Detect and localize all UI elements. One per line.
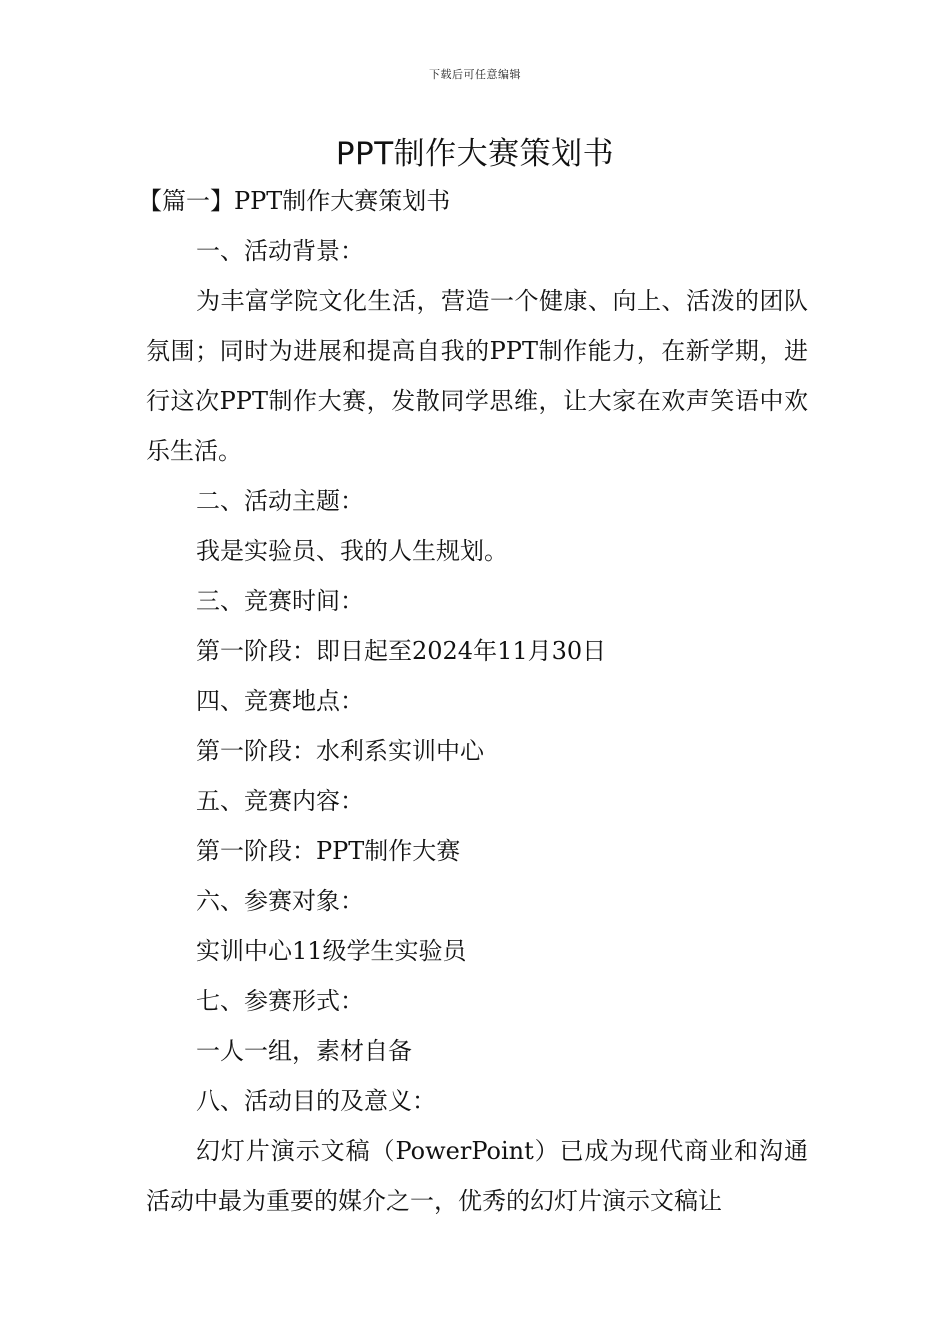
section-text-form: 一人一组，素材自备 [196,1037,412,1065]
section-heading-form: 七、参赛形式： [196,987,364,1015]
document-title: PPT制作大赛策划书 [335,136,615,172]
section-text-content: 第一阶段：PPT制作大赛 [196,837,461,865]
section-text-place: 第一阶段：水利系实训中心 [196,737,484,765]
section-text-background: 为丰富学院文化生活，营造一个健康、向上、活泼的团队氛围；同时为进展和提高自我的PPT制作能力，在新学期，进行这次PPT制作大赛，发散同学思维，让大家在欢声笑语中欢乐生活。 [146,287,808,465]
article-subheading: 【篇一】PPT制作大赛策划书 [138,187,451,215]
section-heading-background: 一、活动背景： [196,237,364,265]
section-heading-content: 五、竞赛内容： [196,787,364,815]
document-body [138,176,808,1226]
section-heading-place: 四、竞赛地点： [196,687,364,715]
section-text-participants: 实训中心11级学生实验员 [196,937,467,965]
section-text-time: 第一阶段：即日起至2024年11月30日 [196,637,607,665]
section-heading-participants: 六、参赛对象： [196,887,364,915]
section-heading-theme: 二、活动主题： [196,487,364,515]
section-text-theme: 我是实验员、我的人生规划。 [196,537,508,565]
section-text-purpose: 幻灯片演示文稿（PowerPoint）已成为现代商业和沟通活动中最为重要的媒介之一，优秀的幻灯片演示文稿让 [146,1137,808,1215]
section-heading-purpose: 八、活动目的及意义： [196,1087,436,1115]
header-note: 下载后可任意编辑 [429,68,521,81]
section-heading-time: 三、竞赛时间： [196,587,364,615]
